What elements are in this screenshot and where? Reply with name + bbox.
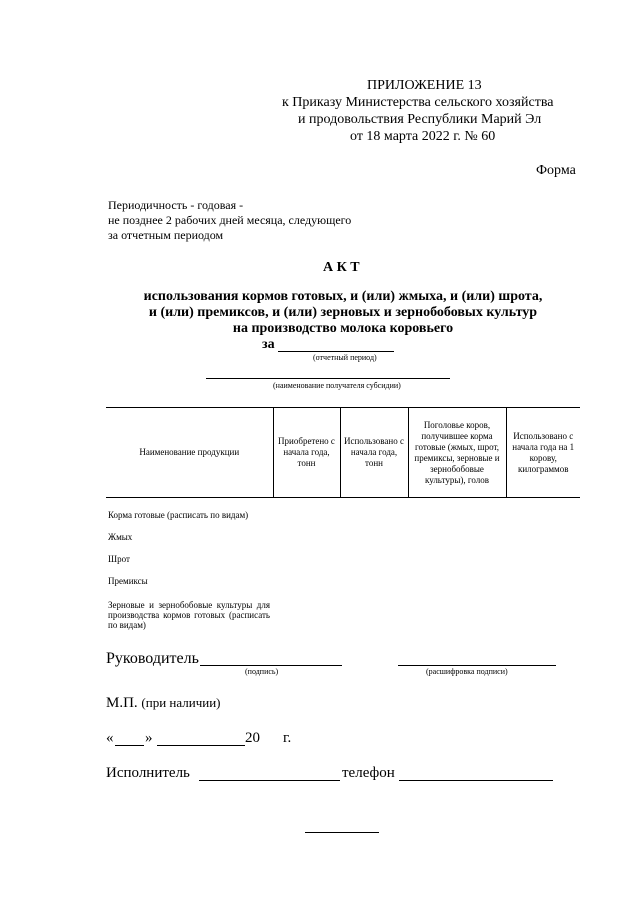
act-subtitle-2: и (или) премиксов, и (или) зерновых и зернобобовых культур [148,305,538,320]
act-subtitle-1: использования кормов готовых, и (или) жмыха, и (или) шрота, [143,289,543,304]
date-month-line [157,745,245,746]
periodicity-line-1: Периодичность - годовая - [108,198,244,212]
form-label: Форма [536,163,576,178]
act-subtitle-3: на производство молока коровьего [232,321,454,336]
signature-decode-caption: (расшифровка подписи) [426,667,508,676]
column-header: Использовано с начала года, тонн [340,408,408,498]
order-line-2: и продовольствия Республики Марий Эл [298,112,542,127]
column-header: Использовано с начала года на 1 корову, килограммов [506,408,580,498]
recipient-caption: (наименование получателя субсидии) [273,381,401,390]
table-header-row [106,408,580,498]
head-label: Руководитель [106,650,199,667]
executor-label: Исполнитель [106,765,190,781]
periodicity-line-2: не позднее 2 рабочих дней месяца, следующего [108,213,352,227]
appendix-number: ПРИЛОЖЕНИЕ 13 [367,78,482,93]
signature-line [200,665,342,666]
stamp-label [106,695,220,712]
recipient-field-line [206,378,450,379]
period-field-line [278,351,394,352]
signature-caption: (подпись) [245,667,279,676]
table-row: Премиксы [108,576,148,586]
date-year: 20 [245,730,260,746]
periodicity-line-3: за отчетным периодом [108,228,224,242]
period-prefix: за [262,337,275,352]
table-row: Корма готовые (расписать по видам) [108,510,249,520]
footer-divider [305,832,379,833]
table-row: Шрот [108,554,130,564]
column-header: Наименование продукции [106,408,273,498]
table-row: Жмых [108,532,133,542]
order-line-1: к Приказу Министерства сельского хозяйства [282,95,554,110]
date-day-line [115,745,144,746]
stamp-text: М.П. [106,695,138,711]
stamp-note: (при наличии) [141,695,221,710]
date-open-quote: « [106,730,114,746]
act-title: А К Т [323,260,360,275]
phone-label: телефон [342,765,395,781]
column-header: Приобретено с начала года, тонн [273,408,340,498]
signature-decode-line [398,665,556,666]
order-line-3: от 18 марта 2022 г. № 60 [350,129,496,144]
executor-line [199,780,340,781]
column-header: Поголовье коров, получившее корма готовые (жмых, шрот, премиксы, зерновые и зернобобовые культуры), голов [408,408,506,498]
period-caption: (отчетный период) [313,353,377,362]
table-row: Зерновые и зернобобовые культуры для производства кормов готовых (расписать по видам) [108,600,270,630]
date-close-quote: » [145,730,153,746]
usage-table [106,407,580,498]
phone-line [399,780,553,781]
date-year-suffix: г. [283,730,292,746]
